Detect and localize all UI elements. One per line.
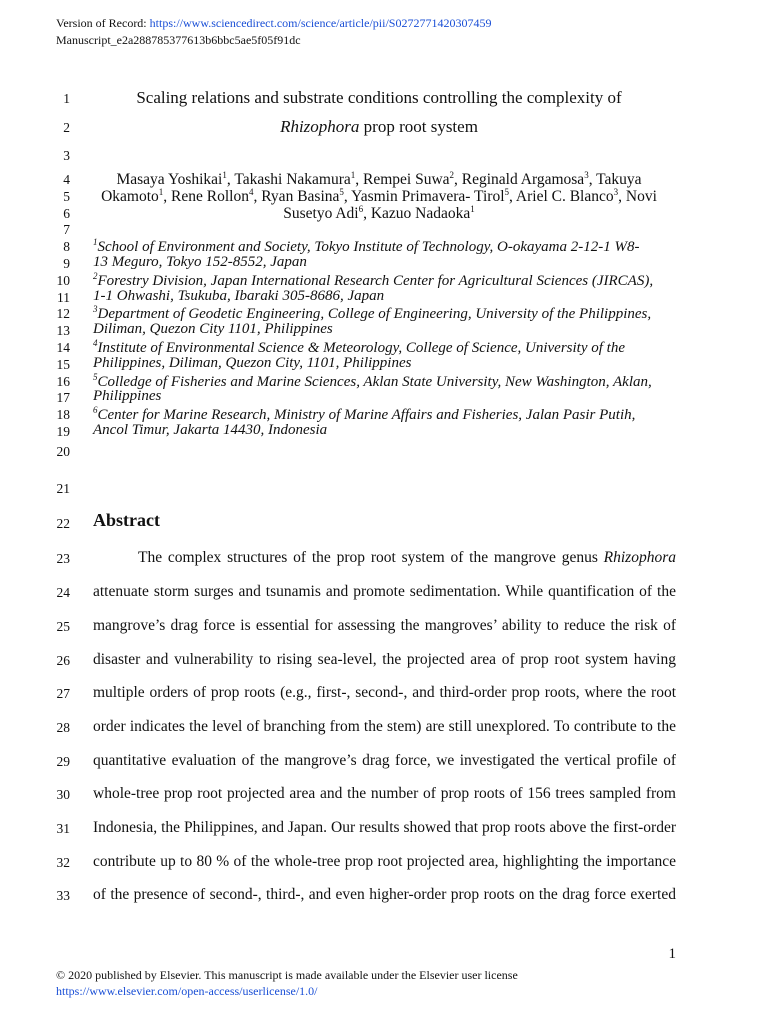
author-sup: 5	[339, 187, 344, 197]
line-number: 10	[56, 273, 70, 288]
line-number: 18	[56, 407, 70, 422]
affiliation-5	[93, 372, 652, 391]
abstract-line: Indonesia, the Philippines, and Japan. Our results showed that prop roots above the first-order	[93, 819, 676, 836]
license-link[interactable]: https://www.elsevier.com/open-access/userlicense/1.0/	[56, 984, 318, 998]
line-number: 6	[63, 206, 70, 221]
author: Susetyo Adi	[283, 205, 359, 223]
author: , Ariel C. Blanco	[509, 188, 614, 206]
affiliation-5-cont: Philippines	[93, 388, 162, 404]
manuscript-id: Manuscript_e2a288785377613b6bbc5ae5f05f91dc	[56, 33, 301, 47]
abstract-heading: Abstract	[93, 510, 160, 530]
author-sup: 5	[504, 187, 510, 197]
author: Okamoto	[101, 188, 159, 206]
affiliation-6-cont: Ancol Timur, Jakarta 14430, Indonesia	[93, 422, 328, 438]
abstract-line: attenuate storm surges and tsunamis and promote sedimentation. While quantification of the	[93, 583, 676, 600]
line-number: 29	[56, 754, 70, 769]
aff-text: Colledge of Fisheries and Marine Sciences, Aklan State University, New Washington, Aklan,	[97, 374, 652, 390]
author-sup: 3	[613, 187, 619, 197]
title-rest: prop root system	[359, 117, 478, 136]
abstract-line: contribute up to 80 % of the whole-tree prop root projected area, highlighting the importance	[93, 853, 676, 870]
aff-sup: 1	[93, 237, 98, 247]
abstract-line: whole-tree prop root projected area and the number of prop roots of 156 trees sampled from	[93, 785, 676, 802]
line-number: 9	[63, 256, 70, 271]
line-number: 32	[56, 855, 70, 870]
affiliation-1-cont: 13 Meguro, Tokyo 152-8552, Japan	[93, 254, 307, 270]
abstract-text: The complex structures of the prop root system of the mangrove genus	[138, 549, 604, 566]
line-number: 1	[63, 91, 70, 106]
affiliation-4-cont: Philippines, Diliman, Quezon City, 1101, Philippines	[93, 355, 412, 371]
abstract-line: disaster and vulnerability to rising sea-level, the projected area of prop root system having	[93, 651, 676, 668]
paper-title-line-2	[93, 117, 665, 137]
line-number: 8	[63, 239, 70, 254]
copyright-notice: © 2020 published by Elsevier. This manuscript is made available under the Elsevier user license	[56, 968, 518, 982]
line-number: 21	[56, 481, 70, 496]
authors-line-3	[93, 204, 665, 223]
line-number: 30	[56, 787, 70, 802]
abstract-line: quantitative evaluation of the mangrove’s drag force, we investigated the vertical profile of	[93, 752, 676, 769]
line-number: 27	[56, 686, 70, 701]
author: , Kazuo Nadaoka	[363, 205, 471, 223]
aff-sup: 6	[93, 405, 98, 415]
aff-text: Institute of Environmental Science & Meteorology, College of Science, University of the	[97, 340, 625, 356]
author: , Rene Rollon	[163, 188, 249, 206]
vor-label: Version of Record:	[56, 16, 150, 30]
page-number: 1	[668, 946, 676, 962]
paper-title-line-1: Scaling relations and substrate conditions controlling the complexity of	[136, 88, 622, 107]
author: Masaya Yoshikai	[116, 171, 223, 189]
author-sup: 1	[470, 204, 475, 214]
line-number: 23	[56, 551, 70, 566]
abstract-genus: Rhizophora	[603, 549, 676, 566]
line-number: 19	[56, 424, 70, 439]
line-number: 24	[56, 585, 70, 600]
line-number: 5	[63, 189, 70, 204]
author-sup: 6	[358, 204, 364, 214]
license-link-line	[56, 984, 317, 999]
line-number: 15	[56, 357, 70, 372]
line-number: 14	[56, 340, 70, 355]
abstract-line: of the presence of second-, third-, and even higher-order prop roots on the drag force exerted	[93, 886, 676, 903]
author-sup: 1	[350, 170, 356, 180]
vor-link[interactable]: https://www.sciencedirect.com/science/article/pii/S0272771420307459	[149, 16, 492, 30]
aff-sup: 5	[93, 372, 98, 382]
title-genus: Rhizophora	[280, 117, 360, 136]
line-number: 3	[63, 148, 70, 163]
line-number: 7	[63, 222, 70, 237]
aff-text: Department of Geodetic Engineering, College of Engineering, University of the Philippines,	[97, 306, 652, 322]
abstract-line: multiple orders of prop roots (e.g., first-, second-, and third-order prop roots, where the root	[93, 684, 676, 701]
aff-sup: 3	[93, 304, 98, 314]
author: , Novi	[618, 188, 657, 206]
line-number: 12	[56, 306, 70, 321]
line-number: 33	[56, 888, 70, 903]
author: , Reginald Argamosa	[454, 171, 585, 189]
author: , Ryan Basina	[253, 188, 340, 206]
affiliation-3-cont: Diliman, Quezon City 1101, Philippines	[93, 321, 333, 337]
version-of-record	[56, 16, 491, 31]
aff-text: Center for Marine Research, Ministry of Marine Affairs and Fisheries, Jalan Pasir Putih,	[97, 407, 636, 423]
line-number: 2	[63, 120, 70, 135]
author-sup: 2	[449, 170, 455, 180]
line-number: 4	[63, 172, 70, 187]
line-number: 28	[56, 720, 70, 735]
aff-sup: 4	[93, 338, 98, 348]
affiliation-2-cont: 1-1 Ohwashi, Tsukuba, Ibaraki 305-8686, Japan	[93, 288, 385, 304]
author: , Takashi Nakamura	[226, 171, 351, 189]
aff-sup: 2	[93, 271, 98, 281]
line-number: 25	[56, 619, 70, 634]
abstract-line: mangrove’s drag force is essential for assessing the mangroves’ ability to reduce the risk of	[93, 617, 676, 634]
line-number: 16	[56, 374, 70, 389]
abstract-line: order indicates the level of branching from the stem) are still unexplored. To contribute to the	[93, 718, 676, 735]
author-sup: 4	[248, 187, 254, 197]
author: , Takuya	[588, 171, 642, 189]
abstract-line	[138, 549, 676, 567]
line-number: 26	[56, 653, 70, 668]
author: , Rempei Suwa	[355, 171, 450, 189]
line-number: 20	[56, 444, 70, 459]
author-sup: 1	[222, 170, 227, 180]
line-number: 31	[56, 821, 70, 836]
aff-text: School of Environment and Society, Tokyo Institute of Technology, O-okayama 2-12-1 W8-	[97, 239, 640, 255]
author-sup: 3	[584, 170, 589, 180]
line-number: 22	[56, 516, 70, 531]
line-number: 11	[57, 290, 70, 305]
aff-text: Forestry Division, Japan International Research Center for Agricultural Sciences (JIRCAS),	[97, 273, 654, 289]
line-number: 17	[56, 390, 70, 405]
author-sup: 1	[158, 187, 164, 197]
line-number: 13	[56, 323, 70, 338]
author: , Yasmin Primavera- Tirol	[343, 188, 505, 206]
